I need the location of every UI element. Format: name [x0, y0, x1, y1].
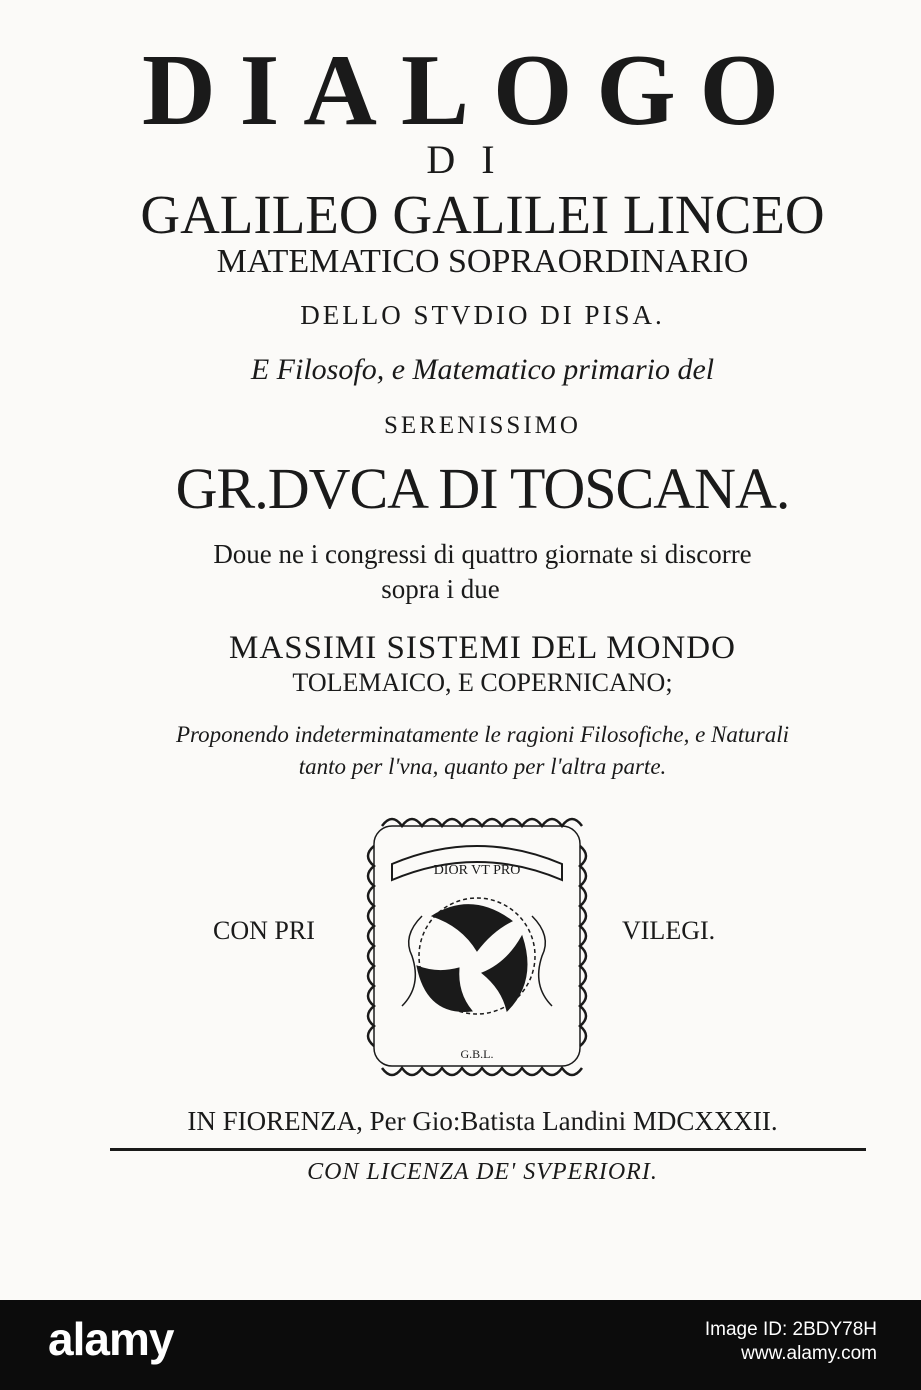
emblem-motto: DIOR VT PRO [433, 863, 521, 878]
subtitle-line: DELLO STVDIO DI PISA. [300, 300, 665, 330]
author-name: GALILEO GALILEI LINCEO [140, 184, 825, 245]
privilege-left: CON PRI [213, 916, 315, 945]
imprint: IN FIORENZA, Per Gio:Batista Landini MDCXXXII. [187, 1106, 778, 1136]
proponendo-line: tanto per l'vna, quanto per l'altra parte. [298, 754, 667, 779]
proponendo-line: Proponendo indeterminatamente le ragioni Filosofiche, e Naturali [175, 722, 790, 747]
systems-line: MASSIMI SISTEMI DEL MONDO [229, 630, 736, 666]
privilege-right: VILEGI. [622, 916, 716, 945]
stock-url-link[interactable]: www.alamy.com [741, 1342, 877, 1364]
license-line: CON LICENZA DE' SVPERIORI. [307, 1159, 658, 1185]
subtitle-line: E Filosofo, e Matematico primario del [250, 353, 715, 386]
title-di: DI [426, 137, 521, 182]
subtitle-line: GR.DVCA DI TOSCANA. [175, 456, 790, 521]
image-id: Image ID: 2BDY78H [704, 1319, 877, 1340]
subtitle-line: SERENISSIMO [384, 412, 581, 439]
emblem-initials: G.B.L. [460, 1047, 494, 1061]
description-line: sopra i due [381, 574, 500, 604]
printer-device-icon [362, 806, 592, 1096]
divider-rule [110, 1148, 866, 1151]
systems-line: TOLEMAICO, E COPERNICANO; [292, 668, 673, 697]
description-line: Doue ne i congressi di quattro giornate si discorre [213, 539, 752, 569]
document-title: DIALOGO [141, 34, 804, 147]
alamy-logo[interactable]: alamy [48, 1313, 174, 1365]
stock-footer [0, 1300, 921, 1390]
stock-meta [705, 1318, 877, 1366]
subtitle-line: MATEMATICO SOPRAORDINARIO [216, 243, 749, 280]
